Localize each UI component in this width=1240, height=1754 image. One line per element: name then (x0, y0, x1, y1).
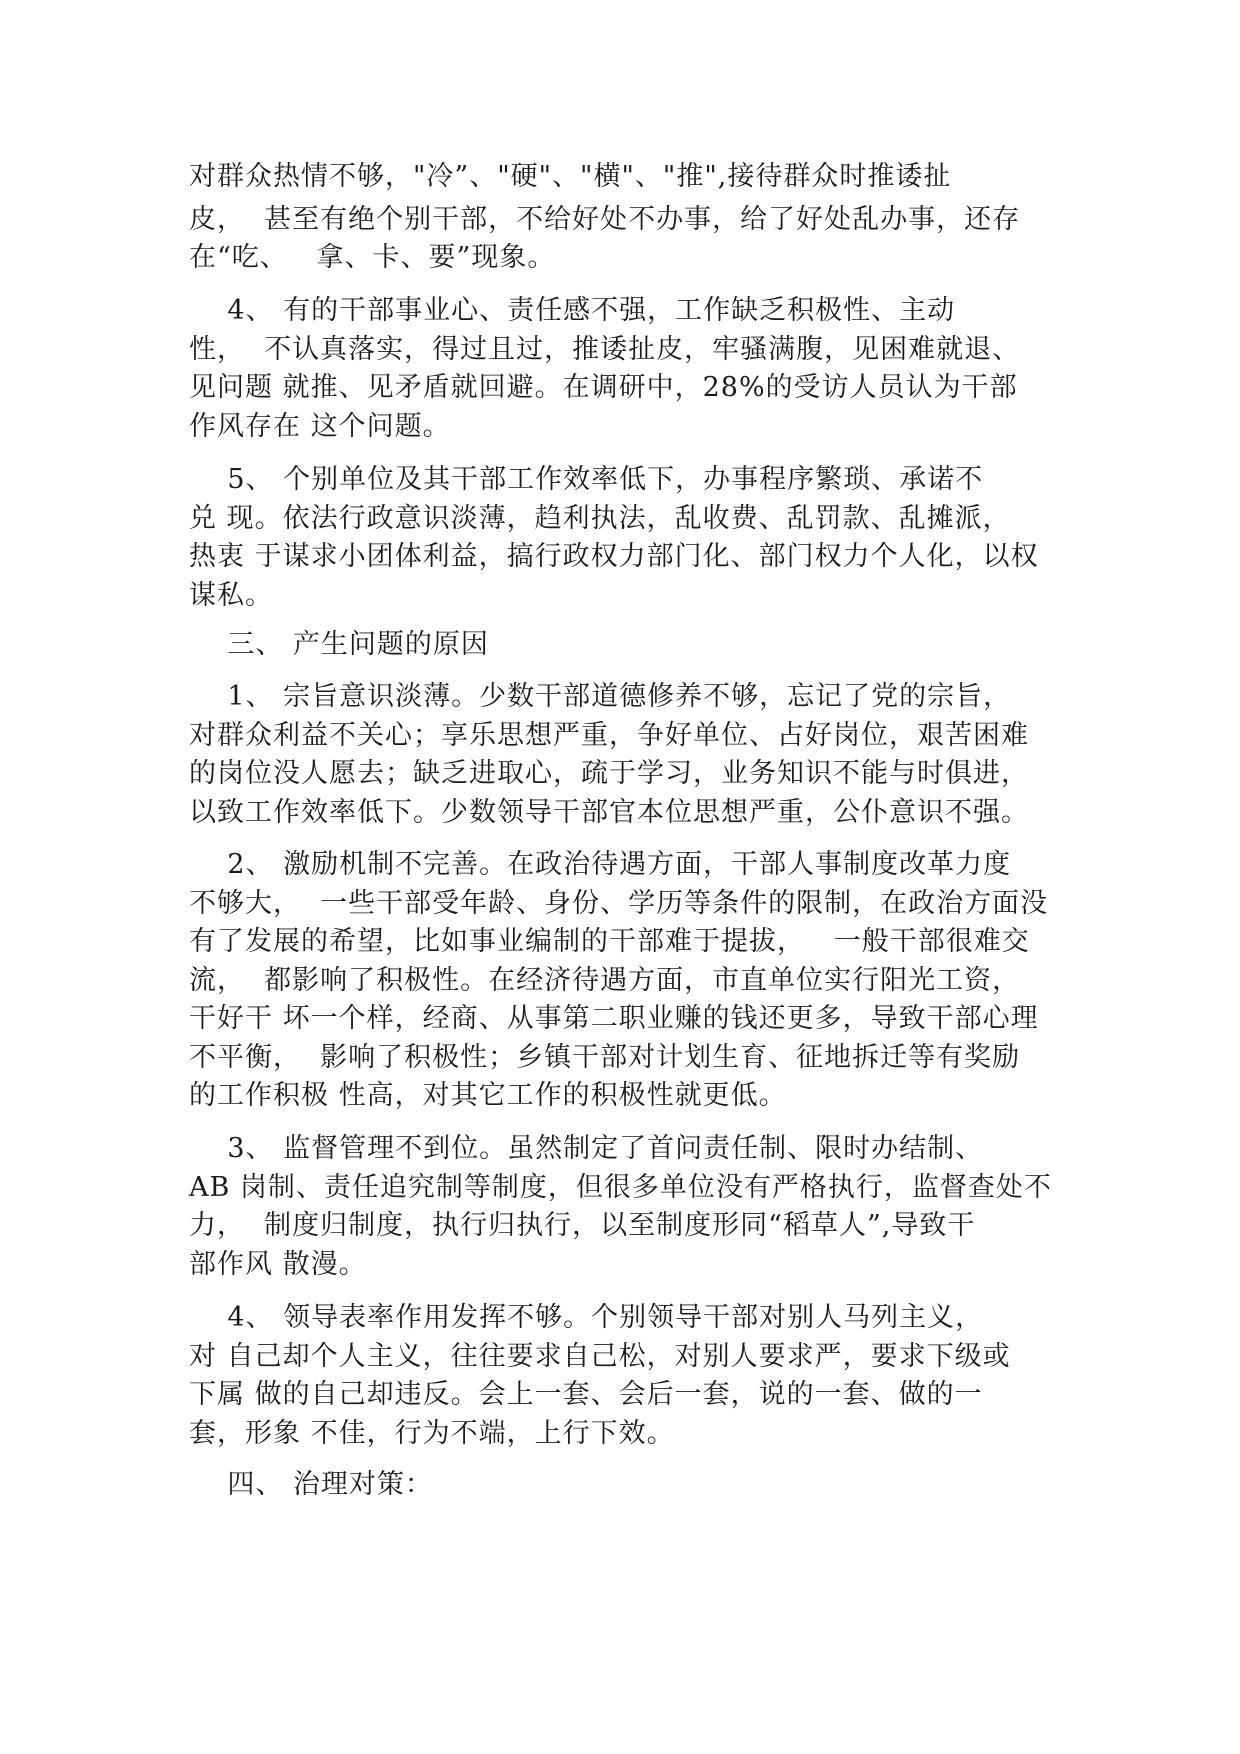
text-line: 谋私。 (189, 580, 273, 611)
text-line: 2、 激励机制不完善。在政治待遇方面，干部人事制度改革力度 (189, 849, 1012, 880)
text-line: 3、 监督管理不到位。虽然制定了首问责任制、限时办结制、 (189, 1133, 984, 1164)
text-line: 对群众利益不关心；享乐思想严重，争好单位、占好岗位，艰苦困难 (189, 720, 1029, 751)
text-line: 不够大， 一些干部受年龄、身份、学历等条件的限制，在政治方面没 (189, 888, 1049, 919)
text-line: 部作风 散漫。 (189, 1249, 367, 1280)
text-line: 皮， 甚至有绝个别干部，不给好处不办事，给了好处乱办事，还存 (189, 204, 1021, 235)
text-line: 干好干 坏一个样，经商、从事第二职业赚的钱还更多，导致干部心理 (189, 1003, 1039, 1034)
text-line: 热衷 于谋求小团体利益，搞行政权力部门化、部门权力个人化，以权 (189, 541, 1039, 572)
text-line: 对 自己却个人主义，往往要求自己松，对别人要求严，要求下级或 (189, 1341, 1011, 1372)
text-line: 4、 领导表率作用发挥不够。个别领导干部对别人马列主义， (189, 1302, 984, 1333)
text-line: 的工作积极 性高，对其它工作的积极性就更低。 (189, 1080, 787, 1111)
text-line: 下属 做的自己却违反。会上一套、会后一套，说的一套、做的一 (189, 1379, 983, 1410)
section-heading: 四、 治理对策： (189, 1469, 433, 1500)
text-line: 以致工作效率低下。少数领导干部官本位思想严重，公仆意识不强。 (189, 797, 1029, 828)
text-line: 1、 宗旨意识淡薄。少数干部道德修养不够，忘记了党的宗旨， (189, 681, 1012, 712)
text-line: AB 岗制、责任追究制等制度，但很多单位没有严格执行，监督查处不 (189, 1172, 1052, 1203)
text-line: 对群众热情不够，"冷”、"硬"、"横"、"推",接待群众时推诿扯 (189, 161, 952, 192)
text-line: 流， 都影响了积极性。在经济待遇方面，市直单位实行阳光工资， (189, 965, 1021, 996)
section-heading: 三、 产生问题的原因 (189, 629, 489, 660)
text-line: 不平衡， 影响了积极性；乡镇干部对计划生育、征地拆迁等有奖励 (189, 1042, 1021, 1073)
text-line: 性， 不认真落实，得过且过，推诿扯皮，牢骚满腹，见困难就退、 (189, 334, 1021, 365)
text-line: 的岗位没人愿去；缺乏进取心，疏于学习，业务知识不能与时俱进， (189, 758, 1029, 789)
text-line: 作风存在 这个问题。 (189, 411, 451, 442)
text-line: 有了发展的希望，比如事业编制的干部难于提拔， 一般干部很难交 (189, 926, 1030, 957)
text-line: 力， 制度归制度，执行归执行，以至制度形同“稻草人”,导致干 (189, 1210, 976, 1241)
text-line: 5、 个别单位及其干部工作效率低下，办事程序繁琐、承诺不 (189, 464, 984, 495)
text-line: 4、 有的干部事业心、责任感不强，工作缺乏积极性、主动 (189, 295, 956, 326)
text-line: 套，形象 不佳，行为不端，上行下效。 (189, 1418, 675, 1449)
text-line: 在“吃、 拿、卡、要”现象。 (189, 242, 556, 273)
text-line: 兑 现。依法行政意识淡薄，趋利执法，乱收费、乱罚款、乱摊派， (189, 503, 1011, 534)
text-line: 见问题 就推、见矛盾就回避。在调研中，28%的受访人员认为干部 (189, 372, 1018, 403)
